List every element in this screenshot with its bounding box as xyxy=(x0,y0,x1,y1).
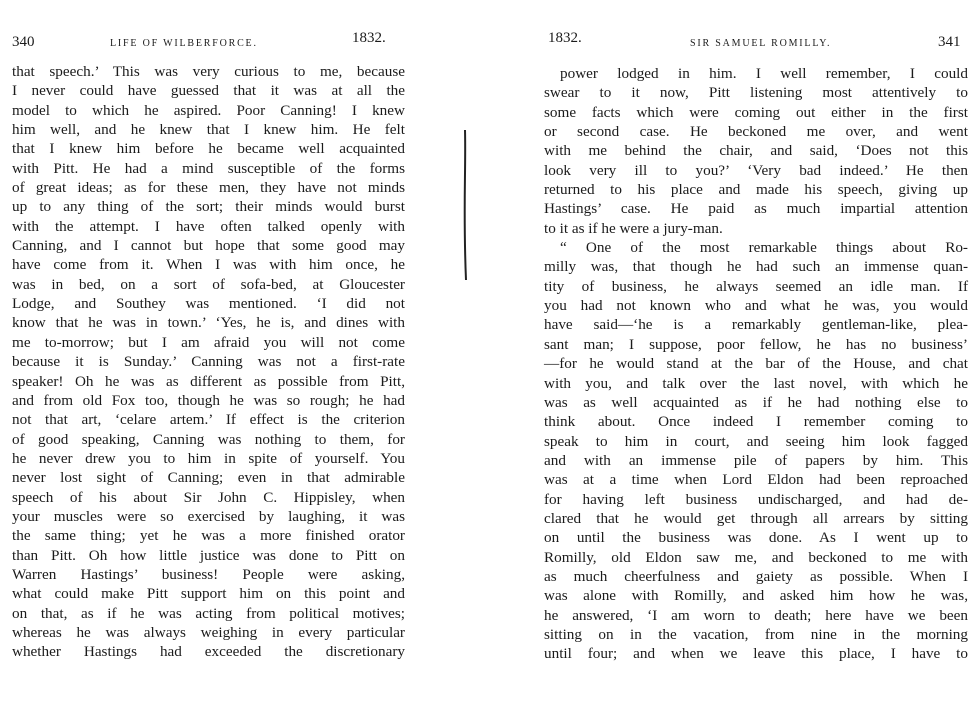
text-line: and with an immense pile of papers by him. This xyxy=(544,451,968,469)
text-line: know that he was in town.’ ‘Yes, he is, and dines with xyxy=(12,314,405,332)
left-page-number: 340 xyxy=(12,34,35,50)
text-line: some facts which were coming out either in the first xyxy=(544,103,968,121)
text-line: on until the business was done. As I went up to xyxy=(544,529,968,547)
left-header-year: 1832. xyxy=(352,30,386,46)
text-line: Romilly, old Eldon saw me, and beckoned to me with xyxy=(544,548,968,566)
text-line: I never could have guessed that it was at all the xyxy=(12,82,405,100)
right-page-header xyxy=(548,30,968,52)
text-line: of good speaking, Canning was nothing to them, for xyxy=(12,430,405,448)
text-line: Canning, and I cannot but hope that some good may xyxy=(12,237,405,255)
text-line: he never drew you to him in spite of yourself. You xyxy=(12,449,405,467)
binding-crease xyxy=(460,130,470,280)
text-line: with you, and talk over the last novel, with which he xyxy=(544,374,968,392)
left-page-body xyxy=(12,62,405,662)
text-line: swear to it now, Pitt listening most attentively to xyxy=(544,84,968,102)
text-line: tity of business, he always seemed an idle man. If xyxy=(544,277,968,295)
text-line: with me behind the chair, and said, ‘Does not this xyxy=(544,142,968,160)
text-line: whereas he was always weighing in every particular xyxy=(12,623,405,641)
text-line: have come from it. When I was with him once, he xyxy=(12,256,405,274)
text-line: for having left business undischarged, and had de- xyxy=(544,490,968,508)
text-line: not that art, ‘celare artem.’ If effect is the criterion xyxy=(12,411,405,429)
text-line: he answered, ‘I am worn to death; here have we been xyxy=(544,606,968,624)
right-page-body xyxy=(544,64,968,664)
left-page xyxy=(0,0,470,705)
text-line: that I knew him before he became well acquainted xyxy=(12,140,405,158)
right-running-head: SIR SAMUEL ROMILLY. xyxy=(690,38,832,49)
text-line: clared that he would get through all arrears by sitting xyxy=(544,509,968,527)
left-page-header xyxy=(12,30,407,52)
text-line: was in bed, on a sort of sofa-bed, at Gloucester xyxy=(12,275,405,293)
text-line: sant man; I suppose, poor fellow, he has no business’ xyxy=(544,335,968,353)
text-line: Lodge, and Southey was mentioned. ‘I did not xyxy=(12,295,405,313)
text-line: —for he would stand at the bar of the House, and chat xyxy=(544,355,968,373)
text-line: or second case. He beckoned me over, and went xyxy=(544,123,968,141)
text-line: and from old Fox too, though he was so rough; he had xyxy=(12,391,405,409)
text-line: with Pitt. He had a mind susceptible of the forms xyxy=(12,159,405,177)
text-line: model to which he aspired. Poor Canning! I knew xyxy=(12,101,405,119)
text-line: look very ill to you?’ ‘Very bad indeed.’ He then xyxy=(544,161,968,179)
text-line: him well, and he knew that I knew him. He felt xyxy=(12,121,405,139)
text-line: you had not known who and what he was, you would xyxy=(544,297,968,315)
text-line: than Pitt. Oh how little justice was done to Pitt on xyxy=(12,546,405,564)
text-line: was at a time when Lord Eldon had been reproached xyxy=(544,471,968,489)
text-line: to it as if he were a jury-man. xyxy=(544,219,723,237)
right-page-number: 341 xyxy=(938,34,961,50)
text-line: what could make Pitt support him on this point and xyxy=(12,585,405,603)
text-line: up to any thing of the sort; their minds would burst xyxy=(12,198,405,216)
right-page xyxy=(540,0,980,705)
text-line: of great ideas; as for these men, they have not minds xyxy=(12,179,405,197)
text-line: Warren Hastings’ business! People were asking, xyxy=(12,565,405,583)
text-line: never lost sight of Canning; even in that admirable xyxy=(12,469,405,487)
text-line: whether Hastings had exceeded the discretionary xyxy=(12,643,405,661)
text-line: Hastings’ case. He paid as much impartial attention xyxy=(544,200,968,218)
text-line: sitting on in the vacation, from nine in the morning xyxy=(544,625,968,643)
text-line: milly was, that though he had such an immense quan- xyxy=(544,258,968,276)
text-line: on that, as if he was acting from political motives; xyxy=(12,604,405,622)
text-line: speech of his about Sir John C. Hippisley, when xyxy=(12,488,405,506)
text-line: until four; and when we leave this place, I have to xyxy=(544,645,968,663)
left-running-head: LIFE OF WILBERFORCE. xyxy=(110,38,258,49)
text-line: “ One of the most remarkable things about Ro- xyxy=(560,239,968,257)
text-line: with the attempt. I have often talked openly with xyxy=(12,217,405,235)
right-header-year: 1832. xyxy=(548,30,582,46)
text-line: speaker! Oh he was as different as possible from Pitt, xyxy=(12,372,405,390)
text-line: speak to him in court, and seeing him look fagged xyxy=(544,432,968,450)
text-line: have said—‘he is a remarkably gentleman-like, plea- xyxy=(544,316,968,334)
text-line: that speech.’ This was very curious to me, because xyxy=(12,63,405,80)
text-line: was as well acquainted as if he had nothing else to xyxy=(544,393,968,411)
text-line: returned to his place and made his speech, giving up xyxy=(544,181,968,199)
text-line: me to-morrow; but I am afraid you will not come xyxy=(12,333,405,351)
text-line: the same thing; yet he was a more finished orator xyxy=(12,527,405,545)
text-line: was alone with Romilly, and asked him how he was, xyxy=(544,587,968,605)
text-line: power lodged in him. I well remember, I could xyxy=(560,65,968,82)
text-line: think about. Once indeed I remember coming to xyxy=(544,413,968,431)
text-line: as much cheerfulness and gaiety as possible. When I xyxy=(544,567,968,585)
text-line: because it is Sunday.’ Canning was not a first-rate xyxy=(12,353,405,371)
text-line: your muscles were so exercised by laughing, it was xyxy=(12,507,405,525)
